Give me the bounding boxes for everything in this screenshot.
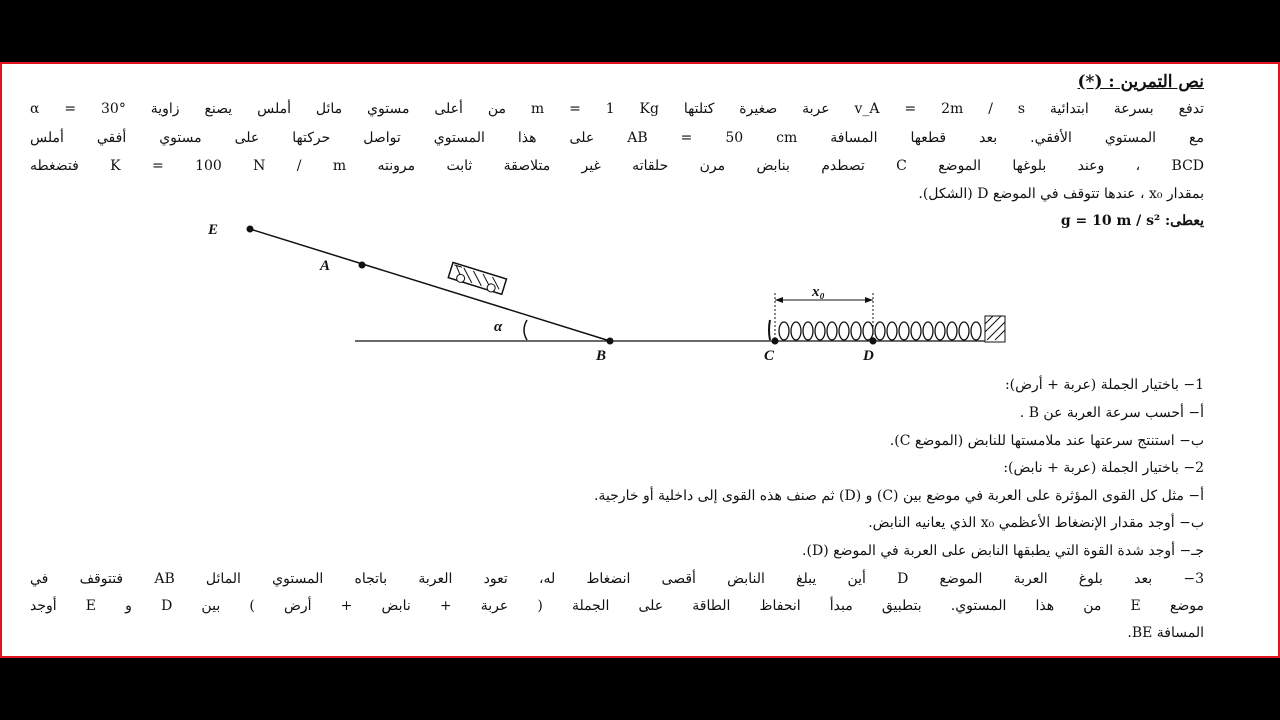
label-e: E <box>208 222 219 238</box>
question-2b: ب− أوجد مقدار الإنضغاط الأعظمي x₀ الذي يعانيه النابض. <box>868 515 1204 531</box>
question-1: 1− باختيار الجملة (عربة + أرض): <box>1004 377 1204 393</box>
angle-arc <box>524 320 527 340</box>
point-e <box>247 226 254 233</box>
intro-line-4: بمقدار x₀ ، عندها تتوقف في الموضع D (الشكل). <box>918 186 1204 202</box>
label-c: C <box>764 348 775 364</box>
exercise-title: نص التمرين : (*) <box>1077 72 1204 92</box>
label-b: B <box>596 348 607 364</box>
question-2c: جـ− أوجد شدة القوة التي يطبقها النابض على العربة في الموضع (D). <box>802 543 1204 559</box>
label-x0: x₀ <box>812 284 825 300</box>
intro-line-3: BCD ، وعند بلوغها الموضع C تصطدم بنابض مرن حلقاته غير متلاصقة ثابت مرونته K = 100 N / m فتضغطه <box>30 158 1204 174</box>
question-2: 2− باختيار الجملة (عربة + نابض): <box>1003 460 1204 476</box>
intro-line-2: مع المستوي الأفقي. بعد قطعها المسافة AB = 50 cm على هذا المستوي تواصل حركتها على مستوي أفقي أملس <box>30 130 1204 146</box>
spring <box>779 322 981 340</box>
point-b <box>607 338 614 345</box>
point-a <box>359 262 366 269</box>
question-1b: ب− استنتج سرعتها عند ملامستها للنابض (الموضع C). <box>889 433 1204 449</box>
intro-line-1: تدفع بسرعة ابتدائية v_A = 2m / s عربة صغيرة كتلتها m = 1 Kg من أعلى مستوي مائل أملس يصنع زاوية α = 30° <box>30 101 1204 117</box>
label-a: A <box>320 258 331 274</box>
label-d: D <box>863 348 874 364</box>
question-3-line-2: موضع E من هذا المستوي. بتطبيق مبدأ انحفاظ الطاقة على الجملة ( عربة + نابض + أرض ) بين D و E أوجد <box>30 598 1204 614</box>
given-g: يعطى: g = 10 m / s² <box>1060 213 1204 229</box>
question-1a: أ− أحسب سرعة العربة عن B . <box>1019 405 1204 421</box>
cart-icon <box>448 262 507 295</box>
question-3-line-1: 3− بعد بلوغ العربة الموضع D أين يبلغ النابض أقصى انضغاط له، تعود العربة باتجاه المستوي المائل AB فتتوقف في <box>30 571 1204 587</box>
question-2a: أ− مثل كل القوى المؤثرة على العربة في موضع بين (C) و (D) ثم صنف هذه القوى إلى داخلية أو خارجية. <box>593 488 1204 504</box>
question-3-line-3: المسافة BE. <box>1127 625 1204 641</box>
label-alpha: α <box>494 319 503 335</box>
